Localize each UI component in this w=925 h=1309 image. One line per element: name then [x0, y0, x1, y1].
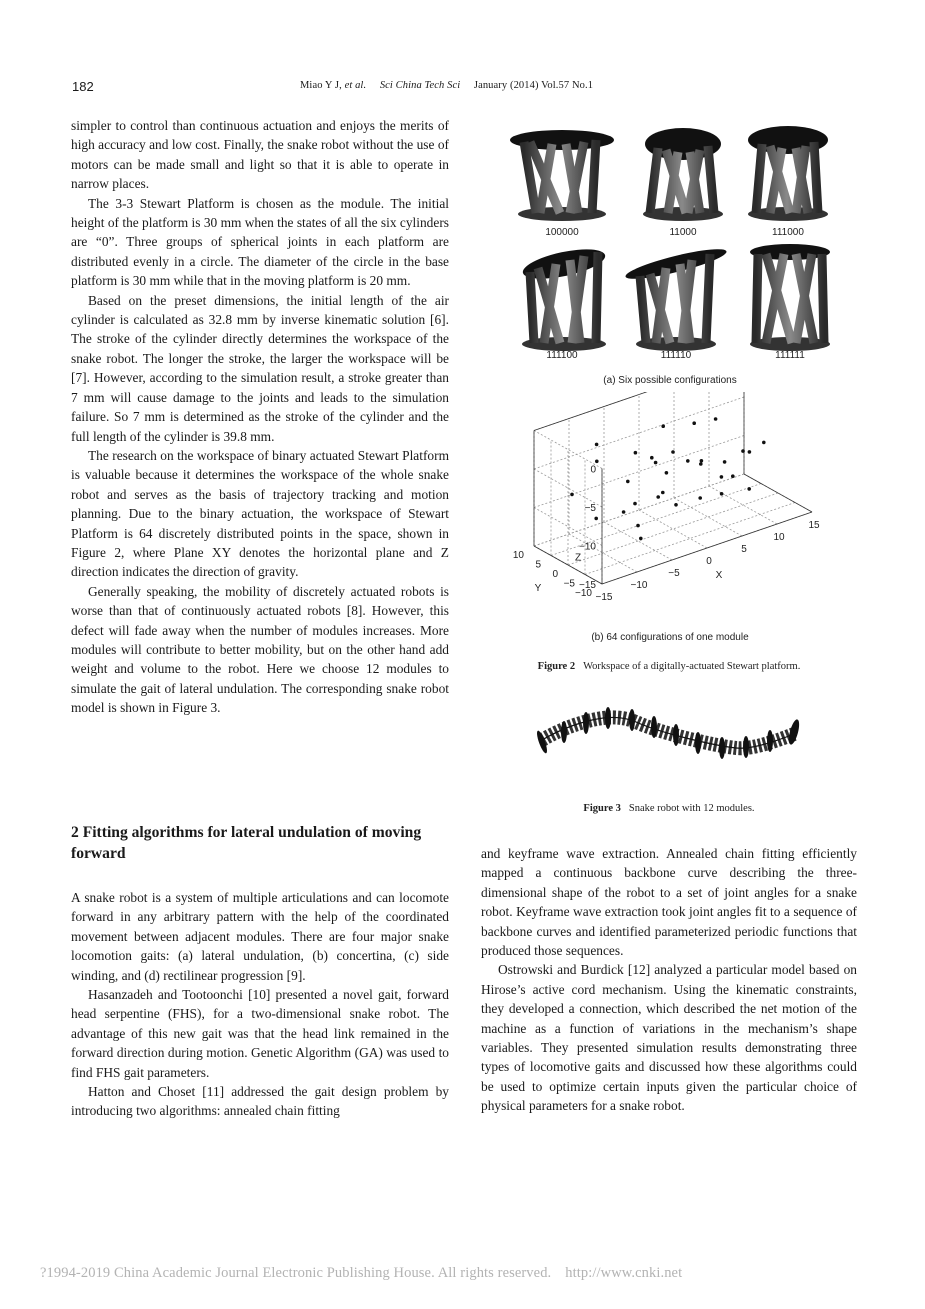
data-point: [639, 537, 643, 541]
axis-line: [602, 512, 812, 584]
footer-copyright: [40, 1265, 682, 1282]
paragraph: Hatton and Choset [11] addressed the gait design problem by introducing two algorithms: annealed chain fitting: [71, 1084, 449, 1119]
platform-config-1: [510, 130, 614, 221]
y-tick-label: −5: [563, 578, 575, 590]
paragraph: Ostrowski and Burdick [12] analyzed a particular model based on Hirose’s active cord mechanism. Using the kinematic constraints, they developed a connection, which described the net motion of the machine as a function of variations in the mechanism’s shape variables. They presented simulation results demonstrating three types of locomotive gaits and discussed how these algorithms could be used to optimize certain inputs given the particular choice of physical parameters for a snake robot.: [481, 962, 857, 1114]
data-point: [720, 475, 724, 479]
paragraph: The research on the workspace of binary actuated Stewart Platform is valuable because it determines the workspace of the whole snake robot and serves as the basis of trajectory tracking and motion planning. Due to the binary actuation, the workspace of Stewart Platform is 64 discretely distributed points in the space, shown in Figure 2, where Plane XY denotes the horizontal plane and Z direction indicates the direction of gravity.: [71, 447, 449, 580]
page-number: 182: [72, 79, 94, 94]
z-tick-label: −10: [579, 541, 596, 553]
data-point: [692, 421, 696, 425]
y-axis-label: Y: [534, 583, 542, 594]
figure2-caption-text: Workspace of a digitally-actuated Stewart platform.: [583, 661, 801, 672]
paragraph: and keyframe wave extraction. Annealed chain fitting efficiently mapped a continuous backbone curve describing the three-dimensional shape of the robot to a set of joint angles for a snake robot. Keyframe wave extraction took joint angles fit to a sequence of backbone curves and identified parameterized periodic functions that produced those sequences.: [481, 846, 857, 959]
data-point: [671, 450, 675, 454]
platform-config-6: [750, 244, 830, 351]
scatter-3d-svg: [490, 392, 850, 644]
x-tick-label: −5: [668, 568, 680, 579]
stewart-platforms-illustration: [500, 118, 840, 390]
running-header: [300, 80, 593, 91]
left-column-bottom: [71, 888, 449, 1121]
paragraph: Hasanzadeh and Tootoonchi [10] presented a novel gait, forward head serpentine (FHS), for a two-dimensional snake robot. The advantage of this new gait was that the head link remained in the forward direction during motion. Genetic Algorithm (GA) was used to find FHS gait parameters.: [71, 987, 449, 1080]
data-point: [714, 417, 718, 421]
header-issue: January (2014) Vol.57 No.1: [473, 80, 594, 91]
data-point: [661, 491, 665, 495]
config-label: 111110: [660, 350, 692, 361]
y-tick-label: 0: [552, 569, 558, 580]
data-point: [741, 449, 745, 453]
x-axis-label: X: [715, 570, 723, 581]
data-point: [665, 471, 669, 475]
data-point: [686, 459, 690, 463]
x-tick-label: 10: [773, 532, 785, 543]
grid-line: [639, 510, 707, 548]
config-label: 11000: [669, 227, 697, 238]
y-tick-label: −10: [575, 588, 592, 599]
paragraph: Generally speaking, the mobility of discretely actuated robots is worse than that of continuously actuated robots [8]. However, this defect will fade away when the number of modules increases. More modules will contribute to better mobility, but on the other hand add weight and volume to the robot. Here we choose 12 modules to simulate the gait of lateral undulation. The corresponding snake robot model is shown in Figure 3.: [71, 583, 449, 716]
data-point: [747, 487, 751, 491]
footer-url: http://www.cnki.net: [565, 1265, 683, 1281]
platform-config-4: [520, 244, 607, 351]
paragraph: simpler to control than continuous actuation and enjoys the merits of high accuracy and low cost. Finally, the snake robot without the use of motors can be made small and light so that it is able to operate in narrow places.: [71, 118, 449, 192]
z-tick-label: 0: [590, 464, 596, 476]
figure3-snake-robot: [536, 700, 804, 780]
data-point: [636, 524, 640, 528]
data-point: [762, 441, 766, 445]
y-tick-label: 5: [535, 559, 541, 571]
data-point: [595, 443, 599, 447]
z-tick-label: −5: [584, 503, 596, 514]
config-label: 111100: [546, 350, 578, 361]
config-label: 111000: [772, 227, 804, 238]
platform-config-2: [643, 128, 723, 221]
data-point: [731, 474, 735, 478]
x-tick-label: 15: [808, 520, 820, 531]
data-point: [748, 450, 752, 454]
y-tick-label: 10: [512, 550, 524, 561]
figure2a-configurations: [500, 118, 840, 390]
x-tick-label: 5: [741, 544, 747, 555]
paragraph: Based on the preset dimensions, the initial length of the air cylinder is calculated as 32.8 mm by inverse kinematic solution [6]. The stroke of the cylinder directly determines the workspace of the snake robot. The longer the stroke, the larger the workspace will be [7]. However, according to the simulation result, a stroke greater than 7 mm will cause damage to the joints and leads to the simulation failure. So 7 mm is determined as the stroke of the cylinder and the full length of the cylinder is 39.8 mm.: [71, 292, 449, 444]
copyright-text: ?1994-2019 China Academic Journal Electronic Publishing House. All rights reserved.: [40, 1265, 552, 1281]
data-point: [595, 460, 599, 464]
data-point: [723, 460, 727, 464]
data-point: [626, 480, 630, 484]
figure2b-scatter-chart: [490, 392, 850, 644]
grid-line: [585, 503, 795, 575]
data-point: [633, 502, 637, 506]
x-tick-label: −15: [595, 592, 613, 603]
platform-config-5: [624, 244, 729, 351]
data-point: [570, 493, 574, 497]
section-heading: [71, 822, 449, 864]
data-point: [700, 459, 704, 463]
data-point: [594, 517, 598, 521]
z-tick-label: −15: [579, 580, 596, 591]
section-title: 2 Fitting algorithms for lateral undulation of moving forward: [71, 824, 422, 862]
subcaption-a: (a) Six possible configurations: [603, 375, 737, 386]
data-point: [698, 496, 702, 500]
data-point: [654, 461, 658, 465]
figure3-caption: [481, 798, 857, 816]
header-journal: Sci China Tech Sci: [379, 80, 461, 91]
figure2-caption: [481, 656, 857, 674]
data-point: [699, 462, 703, 466]
config-label: 100000: [545, 227, 579, 238]
x-tick-label: 0: [706, 556, 712, 567]
axis-line: [744, 474, 812, 512]
header-etal: et al.: [344, 80, 367, 91]
figure3-caption-text: Snake robot with 12 modules.: [628, 803, 755, 814]
figure3-label: Figure 3: [583, 803, 621, 814]
snake-robot-illustration: [536, 700, 804, 780]
data-point: [656, 495, 660, 499]
paragraph: The 3-3 Stewart Platform is chosen as the module. The initial height of the platform is 30 mm when the states of all the six cylinders are “0”. Three groups of spherical joints in each platform are distributed evenly in a circle. The diameter of the circle in the base platform is 30 mm while that in the moving platform is 20 mm.: [71, 195, 449, 289]
data-point: [634, 451, 638, 455]
figure2-label: Figure 2: [537, 661, 576, 672]
paragraph: A snake robot is a system of multiple articulations and can locomote forward in any arbitrary pattern with the help of the coordinated movement between adjacent modules. There are four major snake locomotion gaits: (a) lateral undulation, (b) concertina, (c) side winding, and (d) rectilinear progression [9].: [71, 890, 449, 983]
data-point: [661, 424, 665, 428]
config-label: 111111: [775, 350, 805, 361]
x-tick-label: −10: [630, 580, 648, 591]
data-point: [622, 510, 626, 514]
data-point: [674, 503, 678, 507]
subcaption-b: (b) 64 configurations of one module: [591, 632, 749, 643]
data-point: [650, 456, 654, 460]
header-authors: Miao Y J,: [300, 80, 342, 91]
right-column: [481, 844, 857, 1116]
z-axis-label: Z: [574, 552, 582, 564]
left-column-top: [71, 116, 449, 718]
data-point: [720, 492, 724, 496]
platform-config-3: [748, 126, 828, 221]
